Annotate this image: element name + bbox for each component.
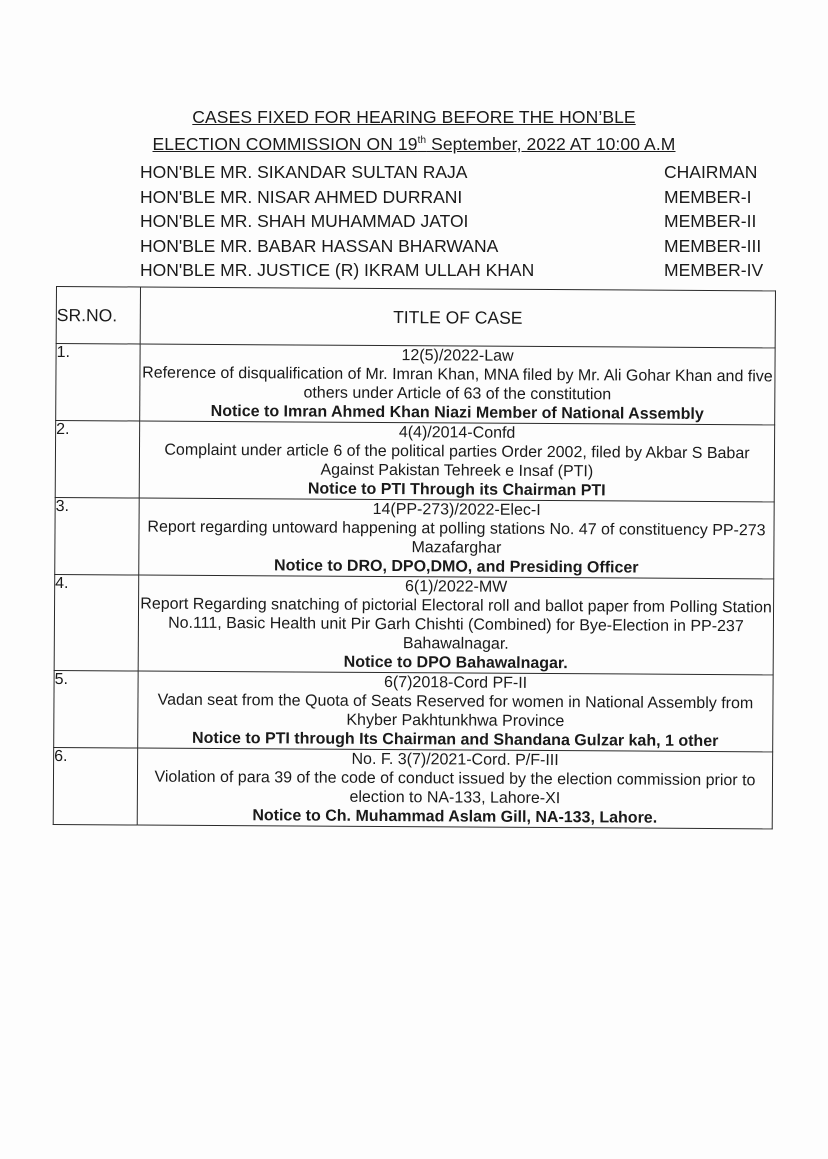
bench-member-role: MEMBER-IV — [664, 260, 764, 280]
bench-member — [140, 160, 776, 185]
title-line-2 — [0, 129, 828, 156]
case-description: Report Regarding snatching of pictorial Electoral roll and ballot paper from Polling Station No.111, Basic Health unit Pir Garh Chishti (Combined) for Bye-Election in PP-237 Bahawalnagar. — [140, 595, 772, 653]
bench-member-name: HON'BLE MR. JUSTICE (R) IKRAM ULLAH KHAN — [140, 260, 535, 280]
case-title-cell — [137, 748, 772, 829]
cases-table — [53, 286, 776, 829]
table-row — [54, 670, 773, 751]
table-row — [56, 344, 775, 425]
case-number: 6(7)2018-Cord PF-II — [383, 674, 528, 692]
bench-member-name: HON'BLE MR. SHAH MUHAMMAD JATOI — [140, 211, 469, 231]
bench-member — [140, 234, 776, 259]
bench-member-name: HON'BLE MR. SIKANDAR SULTAN RAJA — [140, 162, 468, 182]
case-title-cell — [140, 344, 775, 425]
case-description: Complaint under article 6 of the political parties Order 2002, filed by Akbar S Babar Against Pakistan Tehreek e Insaf (PTI) — [164, 441, 750, 481]
bench-member-role: MEMBER-III — [664, 235, 762, 256]
column-header-sr-no: SR.NO. — [56, 287, 140, 345]
bench-member-role: CHAIRMAN — [664, 162, 758, 182]
case-notice: Notice to PTI Through its Chairman PTI — [307, 480, 606, 500]
title-line-2-suffix: September, 2022 AT 10:00 A.M — [426, 133, 676, 154]
column-header-title: TITLE OF CASE — [140, 287, 775, 348]
bench-list — [140, 160, 776, 283]
case-notice: Notice to PTI through Its Chairman and Shandana Gulzar kah, 1 other — [192, 729, 719, 751]
case-notice: Notice to Ch. Muhammad Aslam Gill, NA-133, Lahore. — [252, 807, 658, 827]
title-line-2-prefix: ELECTION COMMISSION ON 19 — [152, 133, 418, 154]
case-title-cell — [138, 575, 774, 675]
case-number: 14(PP-273)/2022-Elec-I — [372, 500, 541, 519]
case-description: Vadan seat from the Quota of Seats Reserved for women in National Assembly from Khyber Pakhtunkhwa Province — [157, 691, 754, 731]
case-number: 12(5)/2022-Law — [401, 347, 514, 365]
case-notice: Notice to Imran Ahmed Khan Niazi Member of National Assembly — [210, 402, 704, 423]
case-notice: Notice to DPO Bahawalnagar. — [343, 653, 568, 673]
case-sr-no: 3. — [55, 497, 139, 575]
case-sr-no: 1. — [56, 344, 140, 422]
case-sr-no: 2. — [55, 421, 139, 499]
case-notice: Notice to DRO, DPO,DMO, and Presiding Officer — [273, 557, 639, 577]
table-header-row — [56, 287, 775, 348]
case-number: No. F. 3(7)/2021-Cord. P/F-III — [351, 750, 559, 770]
title-line-1: CASES FIXED FOR HEARING BEFORE THE HON’BLE — [192, 107, 636, 127]
case-sr-no: 6. — [53, 747, 137, 825]
bench-member-role: MEMBER-I — [664, 186, 752, 207]
title-date-suffix: th — [417, 135, 427, 146]
bench-member — [140, 185, 776, 210]
case-title-cell — [138, 671, 773, 752]
document-title — [0, 106, 828, 156]
case-number: 4(4)/2014-Confd — [398, 424, 516, 442]
case-sr-no: 4. — [54, 574, 139, 671]
table-row — [55, 497, 774, 578]
case-description: Violation of para 39 of the code of conduct issued by the election commission prior to election to NA-133, Lahore-XI — [154, 768, 756, 808]
bench-member — [140, 209, 776, 234]
bench-member-role: MEMBER-II — [664, 211, 757, 231]
table-row — [54, 574, 774, 674]
case-number: 6(1)/2022-MW — [404, 578, 508, 596]
table-row — [55, 421, 774, 502]
case-title-cell — [139, 421, 774, 502]
case-description: Reference of disqualification of Mr. Imran Khan, MNA filed by Mr. Ali Gohar Khan and five others under Article of 63 of the constitution — [142, 364, 773, 404]
case-sr-no: 5. — [54, 670, 138, 748]
bench-member-name: HON'BLE MR. NISAR AHMED DURRANI — [140, 186, 463, 207]
table-row — [53, 747, 772, 828]
case-description: Report regarding untoward happening at polling stations No. 47 of constituency PP-273 Mazafarghar — [147, 518, 766, 557]
case-title-cell — [139, 498, 774, 579]
bench-member — [140, 258, 776, 283]
bench-member-name: HON'BLE MR. BABAR HASSAN BHARWANA — [140, 235, 499, 256]
